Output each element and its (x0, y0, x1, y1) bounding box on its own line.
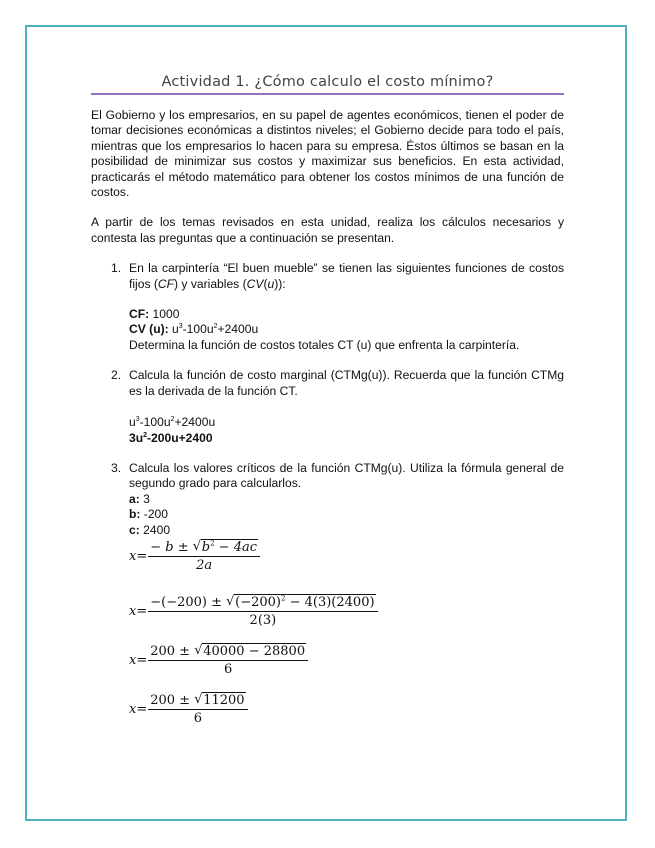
coef-b: b: -200 (129, 507, 169, 522)
quadratic-formula: x= − b ± √ $b^2 - 4ac$ 2a (129, 540, 564, 573)
question-3-text: Calcula los valores críticos de la función CTMg(u). Utiliza la fórmula general de segundo grado para calcularlos. (129, 460, 564, 491)
instructions-paragraph: A partir de los temas revisados en esta unidad, realiza los cálculos necesarios y contesta las preguntas que a continuación se presentan. (91, 215, 564, 245)
cf-line: CF: 1000 (129, 307, 180, 322)
question-1-task: Determina la función de costos totales CT (u) que enfrenta la carpintería. (129, 337, 520, 352)
question-2-text: Calcula la función de costo marginal (CTMg(u)). Recuerda que la función CTMg es la derivada de la función CT. (129, 368, 564, 398)
question-2-number: 2. (111, 368, 122, 383)
question-3-number: 3. (111, 460, 122, 475)
formula-step-3: x= 200 ± √ 40000 − 28800 6 (129, 644, 564, 677)
question-3 (91, 461, 564, 726)
intro-paragraph: El Gobierno y los empresarios, en su papel de agentes económicos, tienen el poder de tomar decisiones económicas a distintos niveles; el Gobierno decide para todo el país, mientras que los empresarios lo hacen para su empresa. Éstos últimos se basan en la posibilidad de minimizar sus costos y maximizar sus beneficios. En esta actividad, practicarás el método matemático para obtener los costos mínimos de una función de costos. (91, 108, 564, 200)
question-1-number: 1. (111, 261, 122, 276)
coef-c: c: 2400 (129, 522, 171, 537)
question-2 (91, 368, 564, 446)
ct-function: $u^3-100u^2+2400u$ (129, 415, 216, 430)
cv-line: CV (u): $u^3-100u^2+2400u$ (129, 322, 259, 337)
formula-step-4: x= 200 ± √ 11200 6 (129, 693, 564, 726)
activity-title: Actividad 1. ¿Cómo calculo el costo mínimo? (91, 74, 564, 95)
question-1 (91, 261, 564, 353)
ctmg-derivative: $3u^2-200u+2400$ (129, 430, 213, 445)
document-body (91, 74, 564, 726)
coef-a: a: 3 (129, 491, 150, 506)
question-1-text: En la carpintería “El buen mueble” se tienen las siguientes funciones de costos fijos (CF) y variables (CV(u)): (129, 261, 564, 291)
formula-substituted: x= −(−200) ± √ $(-200)^2 - 4(3)(2400)$ 2(3) (129, 595, 564, 628)
